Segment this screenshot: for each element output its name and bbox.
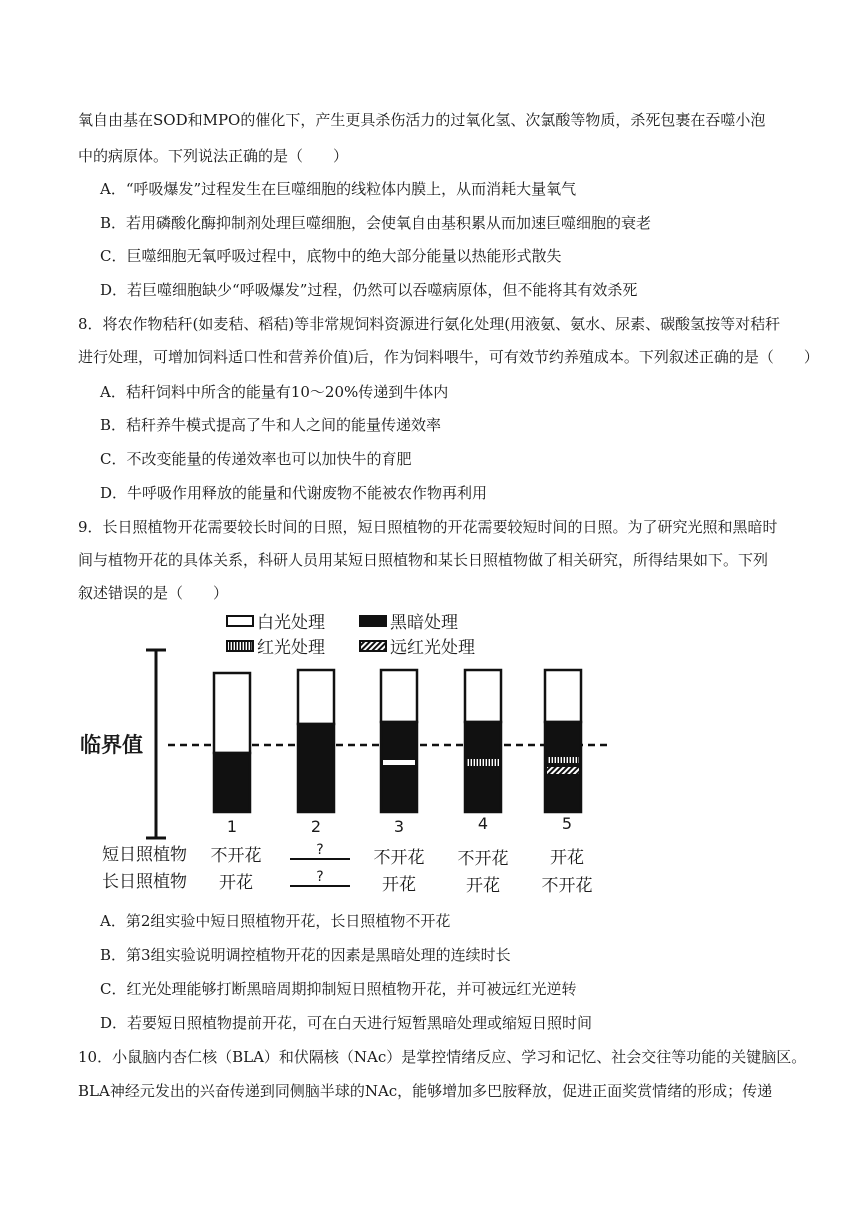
long-result-4: 开花: [466, 876, 500, 896]
q7-stem-line-2: 中的病原体。下列说法正确的是（ ）: [78, 147, 349, 165]
bar-group-1: [214, 673, 250, 812]
long-result-1: 开花: [219, 873, 253, 893]
short-result-4: 不开花: [457, 849, 509, 869]
group-number-1: 1: [226, 817, 238, 836]
time-axis: [146, 650, 166, 838]
long-result-2: ?: [316, 869, 324, 885]
q9-stem-line-2: 间与植物开花的具体关系，科研人员用某短日照植物和某长日照植物做了相关研究，所得结果如下。下列: [78, 551, 769, 569]
q9-option-d: D．若要短日照植物提前开花，可在白天进行短暂黑暗处理或缩短日照时间: [100, 1014, 593, 1032]
long-result-3: 开花: [382, 875, 416, 895]
q8-option-b: B．秸秆养牛模式提高了牛和人之间的能量传递效率: [100, 416, 442, 434]
q7-option-a: A．“呼吸爆发”过程发生在巨噬细胞的线粒体内膜上，从而消耗大量氧气: [100, 180, 577, 198]
long-result-5: 不开花: [541, 876, 593, 896]
q10-stem-line-2: BLA神经元发出的兴奋传递到同侧脑半球的NAc，能够增加多巴胺释放，促进正面奖赏情绪的形成；传递: [78, 1082, 773, 1100]
q7-option-d: D．若巨噬细胞缺少“呼吸爆发”过程，仍然可以吞噬病原体，但不能将其有效杀死: [100, 281, 638, 299]
q8-option-c: C．不改变能量的传递效率也可以加快牛的育肥: [100, 450, 412, 468]
legend-dark-swatch: [360, 616, 386, 626]
row-label-short-day: 短日照植物: [102, 845, 187, 865]
legend-farred-swatch: [360, 641, 386, 651]
q9-option-c: C．红光处理能够打断黑暗周期抑制短日照植物开花，并可被远红光逆转: [100, 980, 577, 998]
bar-group-5: [545, 670, 581, 812]
q9-stem-line-1: 9．长日照植物开花需要较长时间的日照，短日照植物的开花需要较短时间的日照。为了研究光照和黑暗时: [78, 518, 778, 536]
q10-stem-line-1: 10．小鼠脑内杏仁核（BLA）和伏隔核（NAc）是掌控情绪反应、学习和记忆、社会交往等功能的关键脑区。: [78, 1048, 807, 1066]
legend-farred-label: 远红光处理: [390, 638, 475, 658]
group-number-4: 4: [477, 814, 489, 833]
bar-group-3: [381, 670, 417, 812]
q7-option-b: B．若用磷酸化酶抑制剂处理巨噬细胞，会使氧自由基积累从而加速巨噬细胞的衰老: [100, 214, 652, 232]
q8-option-d: D．牛呼吸作用释放的能量和代谢废物不能被农作物再利用: [100, 484, 488, 502]
bar-group-2: [298, 670, 334, 812]
group-number-2: 2: [310, 817, 322, 836]
short-result-3: 不开花: [373, 848, 425, 868]
legend-red-label: 红光处理: [257, 638, 325, 658]
flowering-experiment-figure: [76, 606, 616, 898]
q7-stem-line-1: 氧自由基在SOD和MPO的催化下，产生更具杀伤活力的过氧化氢、次氯酸等物质，杀死包裹在吞噬小泡: [78, 111, 766, 129]
short-result-5: 开花: [550, 848, 584, 868]
group-number-3: 3: [393, 817, 405, 836]
q8-stem-line-1: 8．将农作物秸秆(如麦秸、稻秸)等非常规饲料资源进行氨化处理(用液氨、氨水、尿素、碳酸氢按等对秸秆: [78, 315, 781, 333]
bar-group-4: [465, 670, 501, 812]
group-number-5: 5: [561, 814, 573, 833]
legend-dark-label: 黑暗处理: [390, 613, 458, 633]
row-label-long-day: 长日照植物: [102, 872, 187, 892]
q8-option-a: A．秸秆饲料中所含的能量有10～20%传递到牛体内: [100, 383, 449, 401]
q8-stem-line-2: 进行处理，可增加饲料适口性和营养价值)后，作为饲料喂牛，可有效节约养殖成本。下列叙述正确的是（ ）: [78, 348, 819, 366]
q9-option-a: A．第2组实验中短日照植物开花，长日照植物不开花: [100, 912, 451, 930]
threshold-label: 临界值: [80, 733, 143, 757]
legend-red-swatch: [227, 641, 253, 651]
legend-white-label: 白光处理: [257, 613, 325, 633]
q7-option-c: C．巨噬细胞无氧呼吸过程中，底物中的绝大部分能量以热能形式散失: [100, 247, 562, 265]
q9-stem-line-3: 叙述错误的是（ ）: [78, 584, 229, 602]
short-result-1: 不开花: [210, 846, 262, 866]
figure-legend: [227, 613, 475, 658]
short-result-2: ?: [316, 842, 324, 858]
q9-option-b: B．第3组实验说明调控植物开花的因素是黑暗处理的连续时长: [100, 946, 511, 964]
legend-white-swatch: [227, 616, 253, 626]
